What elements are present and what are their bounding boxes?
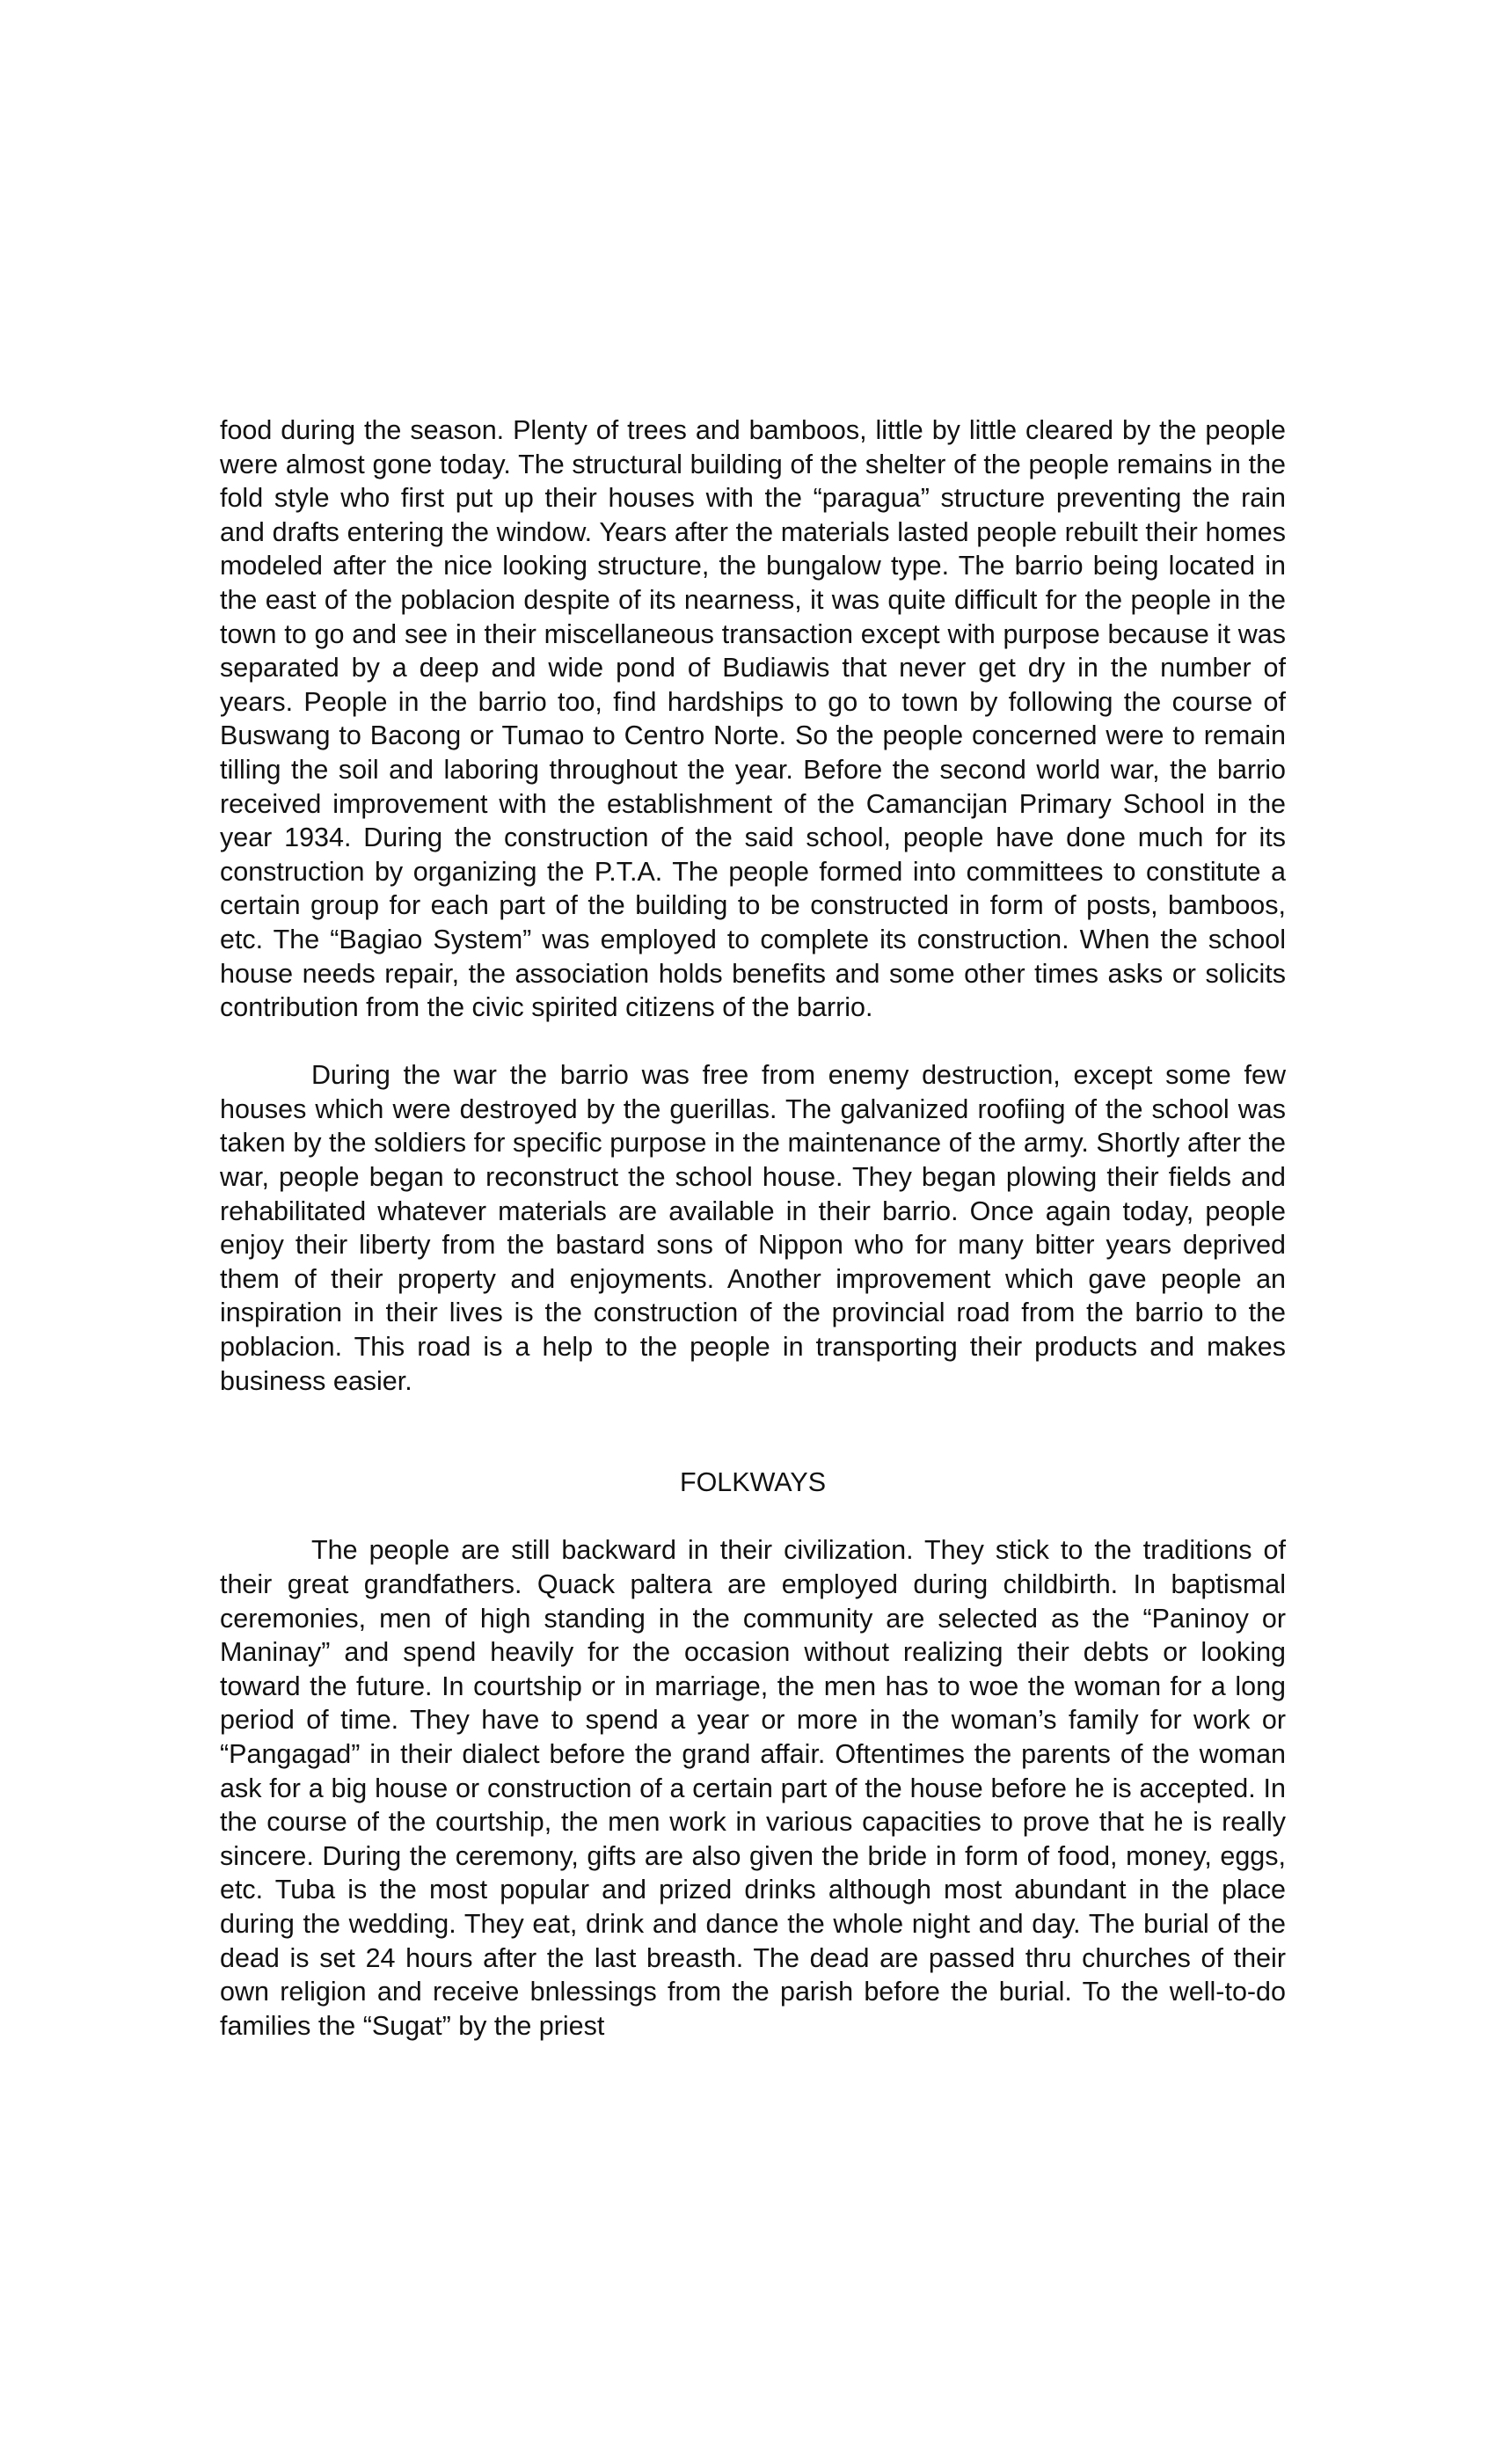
paragraph-folkways: The people are still backward in their civilization. They stick to the traditions of their great grandfathers. Quack paltera are employed during childbirth. In baptismal ceremonies, men of high standing in the community are selected as the “Paninoy or Maninay” and spend heavily for the occasion without realizing their debts or looking toward the future. In courtship or in marriage, the men has to woe the woman for a long period of time. They have to spend a year or more in the woman’s family for work or “Pangagad” in their dialect before the grand affair. Oftentimes the parents of the woman ask for a big house or construction of a certain part of the house before he is accepted. In the course of the courtship, the men work in various capacities to prove that he is really sincere. During the ceremony, gifts are also given the bride in form of food, money, eggs, etc. Tuba is the most popular and prized drinks although most abundant in the place during the wedding. They eat, drink and dance the whole night and day. The burial of the dead is set 24 hours after the last breasth. The dead are passed thru churches of their own religion and receive bnlessings from the parish before the burial. To the well-to-do families the “Sugat” by the priest <box>220 1535 1286 2041</box>
heading-spacer <box>220 1500 1286 1534</box>
paragraph-history-continued: food during the season. Plenty of trees and bamboos, little by little cleared by the people were almost gone today. The structural building of the shelter of the people remains in the fold style who first put up their houses with the “paragua” structure preventing the rain and drafts entering the window. Years after the materials lasted people rebuilt their homes modeled after the nice looking structure, the bungalow type. The barrio being located in the east of the poblacion despite of its nearness, it was quite difficult for the people in the town to go and see in their miscellaneous transaction except with purpose because it was separated by a deep and wide pond of Budiawis that never get dry in the number of years. People in the barrio too, find hardships to go to town by following the course of Buswang to Bacong or Tumao to Centro Norte. So the people concerned were to remain tilling the soil and laboring throughout the year. Before the second world war, the barrio received improvement with the establishment of the Camancijan Primary School in the year 1934. During the construction of the said school, people have done much for its construction by organizing the P.T.A. The people formed into committees to constitute a certain group for each part of the building to be constructed in form of posts, bamboos, etc. The “Bagiao System” was employed to complete its construction. When the school house needs repair, the association holds benefits and some other times asks or solicits contribution from the civic spirited citizens of the barrio. <box>220 415 1286 1023</box>
document-page <box>220 413 1286 2043</box>
section-spacer <box>220 1398 1286 1466</box>
paragraph-spacer <box>220 1025 1286 1059</box>
paragraph-war-period: During the war the barrio was free from enemy destruction, except some few houses which were destroyed by the guerillas. The galvanized roofiing of the school was taken by the soldiers for specific purpose in the maintenance of the army. Shortly after the war, people began to reconstruct the school house. They began plowing their fields and rehabilitated whatever materials are available in their barrio. Once again today, people enjoy their liberty from the bastard sons of Nippon who for many bitter years deprived them of their property and enjoyments. Another improvement which gave people an inspiration in their lives is the construction of the provincial road from the barrio to the poblacion. This road is a help to the people in transporting their products and makes business easier. <box>220 1060 1286 1396</box>
section-heading-folkways: FOLKWAYS <box>679 1467 827 1498</box>
